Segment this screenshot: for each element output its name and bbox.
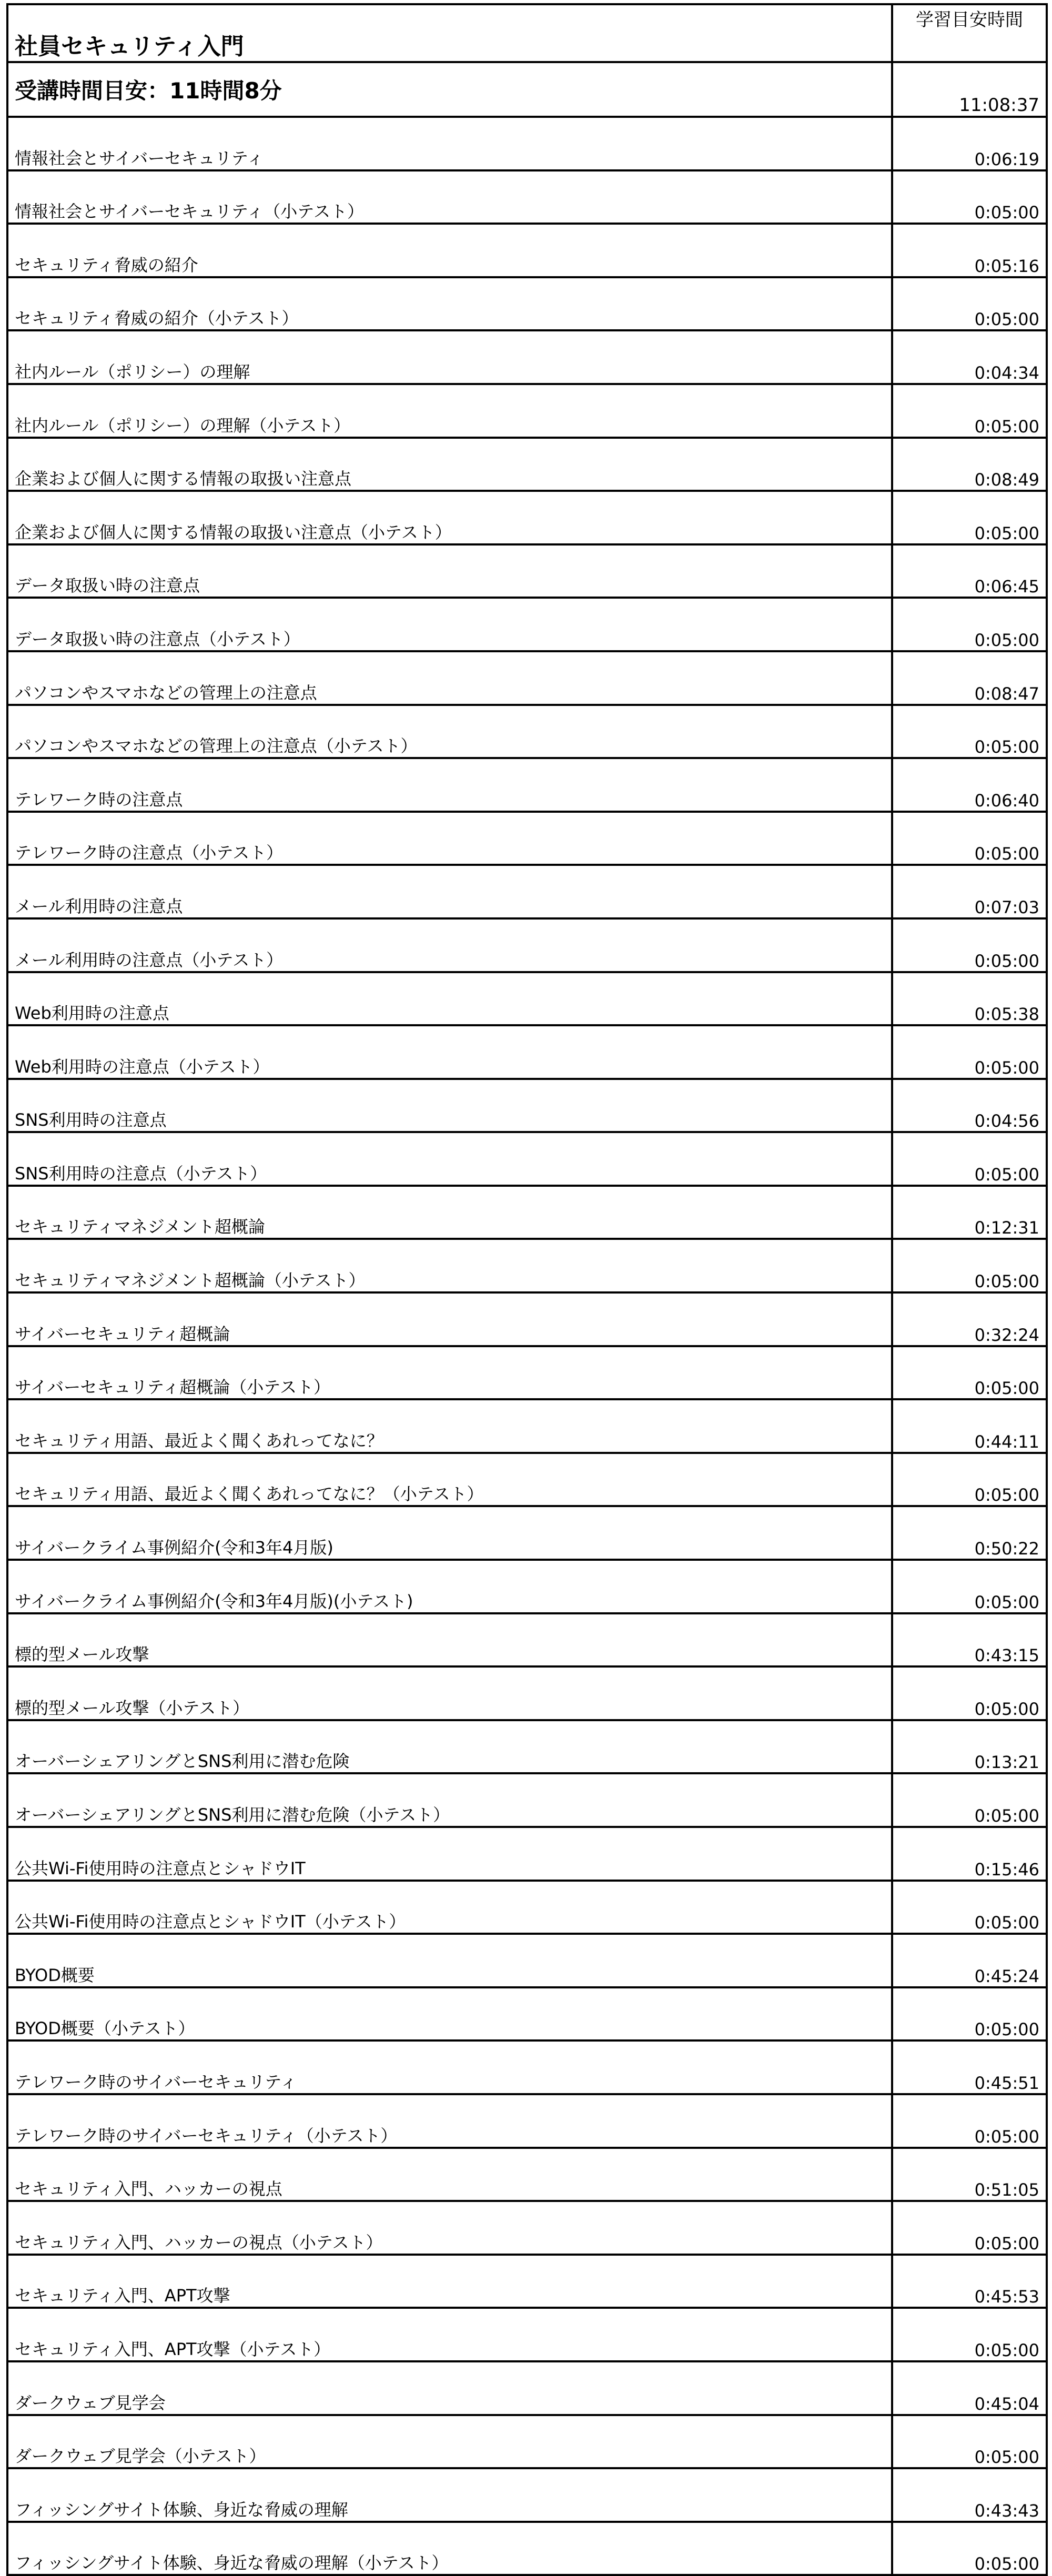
lesson-name: フィッシングサイト体験、身近な脅威の理解（小テスト） <box>7 2522 892 2575</box>
lesson-row <box>7 1987 1047 2041</box>
lesson-duration: 0:43:15 <box>892 1613 1047 1667</box>
lesson-duration: 0:05:00 <box>892 812 1047 865</box>
lesson-name: 社内ルール（ポリシー）の理解 <box>7 330 892 384</box>
lesson-name: SNS利用時の注意点（小テスト） <box>7 1132 892 1186</box>
lesson-duration: 0:15:46 <box>892 1827 1047 1881</box>
lesson-duration: 0:50:22 <box>892 1506 1047 1560</box>
total-duration-value: 11:08:37 <box>892 62 1047 117</box>
lesson-name: 公共Wi-Fi使用時の注意点とシャドウIT（小テスト） <box>7 1881 892 1934</box>
lesson-duration: 0:05:00 <box>892 1773 1047 1827</box>
lesson-name: Web利用時の注意点 <box>7 972 892 1026</box>
course-time-table <box>6 3 1048 2576</box>
lesson-name: メール利用時の注意点 <box>7 865 892 918</box>
lesson-name: テレワーク時の注意点（小テスト） <box>7 812 892 865</box>
lesson-row <box>7 170 1047 224</box>
lesson-row <box>7 1506 1047 1560</box>
lesson-duration: 0:05:00 <box>892 2201 1047 2255</box>
lesson-duration: 0:05:00 <box>892 2094 1047 2148</box>
lesson-name: BYOD概要（小テスト） <box>7 1987 892 2041</box>
lesson-duration: 0:12:31 <box>892 1186 1047 1239</box>
lesson-duration: 0:45:24 <box>892 1934 1047 1987</box>
lesson-duration: 0:06:40 <box>892 758 1047 812</box>
lesson-duration: 0:05:00 <box>892 277 1047 331</box>
lesson-name: テレワーク時のサイバーセキュリティ（小テスト） <box>7 2094 892 2148</box>
lesson-row <box>7 1346 1047 1400</box>
lesson-duration: 0:08:49 <box>892 438 1047 491</box>
lesson-duration: 0:04:56 <box>892 1079 1047 1133</box>
course-title: 社員セキュリティ入門 <box>7 4 892 62</box>
lesson-name: 情報社会とサイバーセキュリティ <box>7 117 892 170</box>
lesson-duration: 0:05:00 <box>892 491 1047 544</box>
lesson-name: SNS利用時の注意点 <box>7 1079 892 1133</box>
lesson-name: 標的型メール攻撃 <box>7 1613 892 1667</box>
lesson-name: フィッシングサイト体験、身近な脅威の理解 <box>7 2468 892 2522</box>
lesson-name: テレワーク時の注意点 <box>7 758 892 812</box>
lesson-duration: 0:05:00 <box>892 918 1047 972</box>
lesson-name: BYOD概要 <box>7 1934 892 1987</box>
lesson-name: セキュリティ用語、最近よく聞くあれってなに？ <box>7 1399 892 1453</box>
total-row <box>7 62 1047 117</box>
lesson-name: セキュリティ脅威の紹介 <box>7 224 892 277</box>
lesson-duration: 0:05:00 <box>892 1881 1047 1934</box>
lesson-duration: 0:05:16 <box>892 224 1047 277</box>
lesson-name: パソコンやスマホなどの管理上の注意点（小テスト） <box>7 705 892 759</box>
lesson-name: サイバーセキュリティ超概論（小テスト） <box>7 1346 892 1400</box>
lesson-row <box>7 1025 1047 1079</box>
lesson-row <box>7 865 1047 918</box>
lesson-row <box>7 1773 1047 1827</box>
lesson-row <box>7 2468 1047 2522</box>
lesson-duration: 0:32:24 <box>892 1292 1047 1346</box>
lesson-name: パソコンやスマホなどの管理上の注意点 <box>7 651 892 705</box>
lesson-duration: 0:05:00 <box>892 1666 1047 1720</box>
lesson-name: ダークウェブ見学会 <box>7 2361 892 2415</box>
lesson-duration: 0:45:51 <box>892 2040 1047 2094</box>
lesson-name: セキュリティマネジメント超概論 <box>7 1186 892 1239</box>
lesson-duration: 0:13:21 <box>892 1720 1047 1774</box>
lesson-duration: 0:05:38 <box>892 972 1047 1026</box>
lesson-duration: 0:05:00 <box>892 1346 1047 1400</box>
lesson-duration: 0:06:45 <box>892 544 1047 598</box>
lesson-duration: 0:05:00 <box>892 1239 1047 1292</box>
lesson-name: オーバーシェアリングとSNS利用に潜む危険（小テスト） <box>7 1773 892 1827</box>
lesson-row <box>7 2094 1047 2148</box>
lesson-row <box>7 438 1047 491</box>
lesson-name: サイバーセキュリティ超概論 <box>7 1292 892 1346</box>
lesson-name: ダークウェブ見学会（小テスト） <box>7 2415 892 2469</box>
lesson-row <box>7 544 1047 598</box>
lesson-name: データ取扱い時の注意点 <box>7 544 892 598</box>
lesson-row <box>7 1934 1047 1987</box>
lesson-row <box>7 651 1047 705</box>
lesson-row <box>7 812 1047 865</box>
lesson-row <box>7 330 1047 384</box>
lesson-row <box>7 705 1047 759</box>
lesson-name: セキュリティ入門、ハッカーの視点 <box>7 2148 892 2201</box>
lesson-name: セキュリティ脅威の紹介（小テスト） <box>7 277 892 331</box>
lesson-duration: 0:05:00 <box>892 2308 1047 2361</box>
lesson-row <box>7 1079 1047 1133</box>
lesson-duration: 0:45:04 <box>892 2361 1047 2415</box>
lesson-duration: 0:06:19 <box>892 117 1047 170</box>
lesson-duration: 0:44:11 <box>892 1399 1047 1453</box>
lesson-row <box>7 1827 1047 1881</box>
lesson-row <box>7 918 1047 972</box>
lesson-row <box>7 117 1047 170</box>
lesson-name: セキュリティ入門、APT攻撃 <box>7 2255 892 2308</box>
lesson-name: サイバークライム事例紹介(令和3年4月版) <box>7 1506 892 1560</box>
lesson-name: 社内ルール（ポリシー）の理解（小テスト） <box>7 384 892 438</box>
lesson-row <box>7 1239 1047 1292</box>
total-duration-label: 受講時間目安：11時間8分 <box>7 62 892 117</box>
lesson-duration: 0:05:00 <box>892 170 1047 224</box>
lesson-name: 企業および個人に関する情報の取扱い注意点（小テスト） <box>7 491 892 544</box>
lesson-row <box>7 1720 1047 1774</box>
lesson-duration: 0:07:03 <box>892 865 1047 918</box>
lesson-name: セキュリティ入門、ハッカーの視点（小テスト） <box>7 2201 892 2255</box>
lesson-duration: 0:43:43 <box>892 2468 1047 2522</box>
lesson-name: Web利用時の注意点（小テスト） <box>7 1025 892 1079</box>
lesson-name: 情報社会とサイバーセキュリティ（小テスト） <box>7 170 892 224</box>
lesson-duration: 0:05:00 <box>892 384 1047 438</box>
lesson-row <box>7 384 1047 438</box>
lesson-duration: 0:05:00 <box>892 1453 1047 1507</box>
lesson-duration: 0:05:00 <box>892 1560 1047 1613</box>
lesson-row <box>7 2201 1047 2255</box>
lesson-duration: 0:05:00 <box>892 2415 1047 2469</box>
lesson-duration: 0:05:00 <box>892 1025 1047 1079</box>
lesson-row <box>7 758 1047 812</box>
lesson-row <box>7 1560 1047 1613</box>
lesson-row <box>7 598 1047 651</box>
lesson-row <box>7 277 1047 331</box>
lesson-duration: 0:05:00 <box>892 1987 1047 2041</box>
lesson-name: セキュリティ入門、APT攻撃（小テスト） <box>7 2308 892 2361</box>
lesson-duration: 0:08:47 <box>892 651 1047 705</box>
lesson-name: 公共Wi-Fi使用時の注意点とシャドウIT <box>7 1827 892 1881</box>
lesson-name: メール利用時の注意点（小テスト） <box>7 918 892 972</box>
lesson-row <box>7 2522 1047 2575</box>
lesson-name: セキュリティマネジメント超概論（小テスト） <box>7 1239 892 1292</box>
lesson-name: セキュリティ用語、最近よく聞くあれってなに？（小テスト） <box>7 1453 892 1507</box>
lesson-row <box>7 1881 1047 1934</box>
time-column-header: 学習目安時間 <box>892 4 1047 62</box>
lesson-row <box>7 491 1047 544</box>
lesson-duration: 0:05:00 <box>892 1132 1047 1186</box>
lesson-name: 企業および個人に関する情報の取扱い注意点 <box>7 438 892 491</box>
lesson-row <box>7 1613 1047 1667</box>
lesson-duration: 0:45:53 <box>892 2255 1047 2308</box>
lesson-row <box>7 1399 1047 1453</box>
lesson-duration: 0:04:34 <box>892 330 1047 384</box>
lesson-row <box>7 2148 1047 2201</box>
lesson-name: テレワーク時のサイバーセキュリティ <box>7 2040 892 2094</box>
lesson-duration: 0:05:00 <box>892 2522 1047 2575</box>
lesson-duration: 0:05:00 <box>892 598 1047 651</box>
lesson-row <box>7 1186 1047 1239</box>
lesson-row <box>7 1453 1047 1507</box>
lesson-row <box>7 2255 1047 2308</box>
lesson-row <box>7 224 1047 277</box>
title-row <box>7 4 1047 62</box>
lesson-name: オーバーシェアリングとSNS利用に潜む危険 <box>7 1720 892 1774</box>
lesson-duration: 0:05:00 <box>892 705 1047 759</box>
lesson-duration: 0:51:05 <box>892 2148 1047 2201</box>
lesson-row <box>7 2415 1047 2469</box>
lesson-row <box>7 2308 1047 2361</box>
lesson-row <box>7 2361 1047 2415</box>
lesson-row <box>7 972 1047 1026</box>
lesson-name: データ取扱い時の注意点（小テスト） <box>7 598 892 651</box>
lesson-row <box>7 1666 1047 1720</box>
lesson-row <box>7 1292 1047 1346</box>
lesson-name: 標的型メール攻撃（小テスト） <box>7 1666 892 1720</box>
lesson-row <box>7 1132 1047 1186</box>
lesson-row <box>7 2040 1047 2094</box>
lesson-name: サイバークライム事例紹介(令和3年4月版)(小テスト) <box>7 1560 892 1613</box>
